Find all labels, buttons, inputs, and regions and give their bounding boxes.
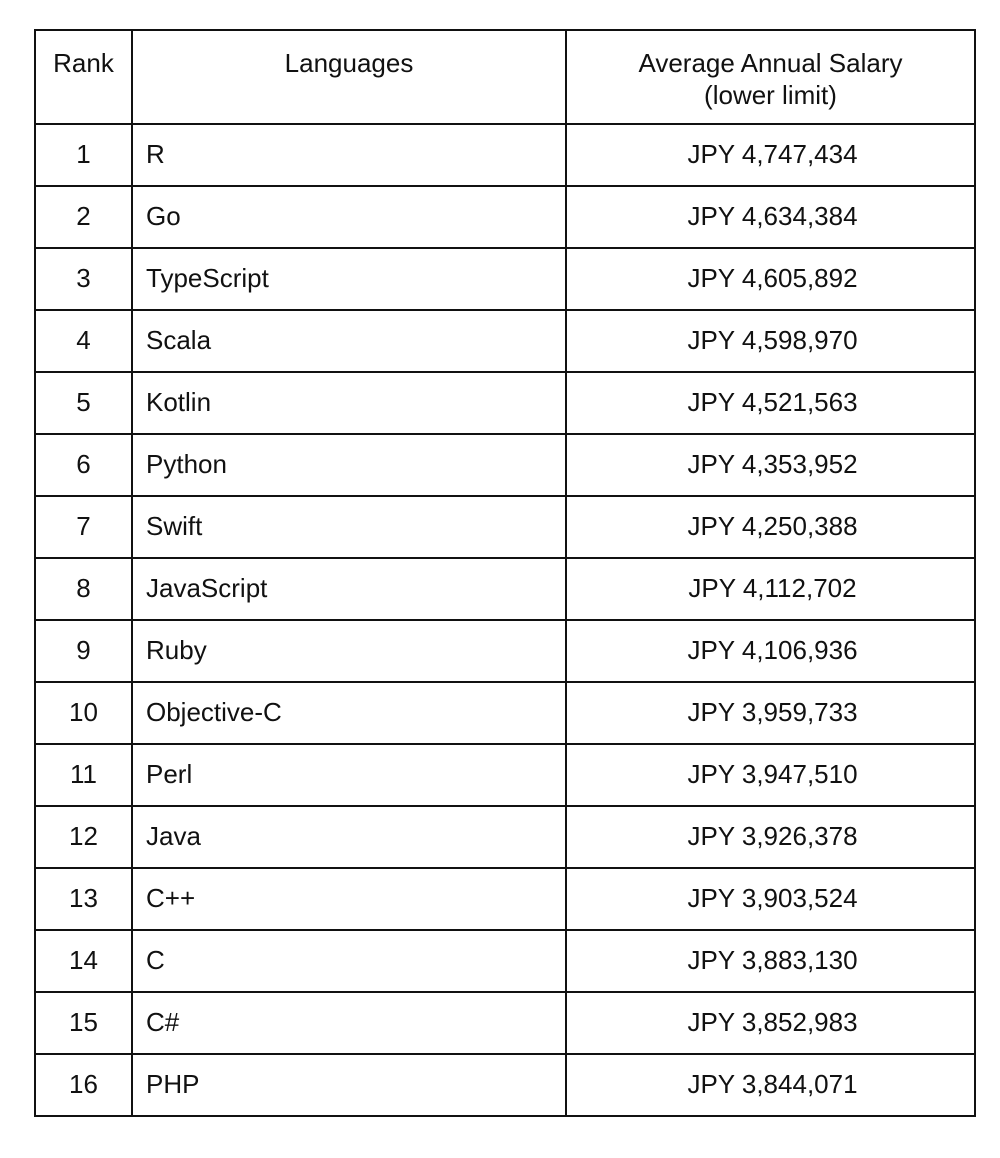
salary-cell: JPY 3,883,130 — [566, 930, 975, 992]
table-row — [35, 496, 975, 558]
salary-cell: JPY 4,747,434 — [566, 124, 975, 186]
rank-cell: 5 — [35, 372, 132, 434]
table-row — [35, 930, 975, 992]
table-row — [35, 682, 975, 744]
table-body — [35, 124, 975, 1116]
rank-cell: 4 — [35, 310, 132, 372]
header-salary-line1: Average Annual Salary — [638, 48, 903, 78]
rank-cell: 9 — [35, 620, 132, 682]
table-row — [35, 558, 975, 620]
header-languages: Languages — [132, 30, 566, 124]
language-cell: Java — [132, 806, 566, 868]
table-row — [35, 992, 975, 1054]
rank-cell: 10 — [35, 682, 132, 744]
language-cell: TypeScript — [132, 248, 566, 310]
rank-cell: 8 — [35, 558, 132, 620]
table-row — [35, 868, 975, 930]
table-row — [35, 310, 975, 372]
salary-cell: JPY 3,947,510 — [566, 744, 975, 806]
table-header — [35, 30, 975, 124]
table-row — [35, 806, 975, 868]
salary-cell: JPY 3,926,378 — [566, 806, 975, 868]
table-row — [35, 248, 975, 310]
language-cell: Perl — [132, 744, 566, 806]
rank-cell: 3 — [35, 248, 132, 310]
rank-cell: 6 — [35, 434, 132, 496]
salary-cell: JPY 4,605,892 — [566, 248, 975, 310]
language-cell: Go — [132, 186, 566, 248]
language-cell: Python — [132, 434, 566, 496]
table-row — [35, 1054, 975, 1116]
language-cell: Kotlin — [132, 372, 566, 434]
salary-ranking-table — [34, 29, 976, 1117]
rank-cell: 7 — [35, 496, 132, 558]
salary-cell: JPY 3,959,733 — [566, 682, 975, 744]
header-row — [35, 30, 975, 124]
language-cell: Ruby — [132, 620, 566, 682]
header-average-annual-salary — [566, 30, 975, 124]
salary-cell: JPY 4,521,563 — [566, 372, 975, 434]
salary-cell: JPY 4,598,970 — [566, 310, 975, 372]
language-cell: R — [132, 124, 566, 186]
language-cell: C++ — [132, 868, 566, 930]
rank-cell: 16 — [35, 1054, 132, 1116]
language-cell: C — [132, 930, 566, 992]
table-row — [35, 372, 975, 434]
rank-cell: 14 — [35, 930, 132, 992]
table-row — [35, 744, 975, 806]
salary-cell: JPY 3,844,071 — [566, 1054, 975, 1116]
rank-cell: 1 — [35, 124, 132, 186]
language-cell: JavaScript — [132, 558, 566, 620]
language-cell: Swift — [132, 496, 566, 558]
language-cell: C# — [132, 992, 566, 1054]
header-salary-line2: (lower limit) — [704, 79, 837, 110]
salary-cell: JPY 3,903,524 — [566, 868, 975, 930]
salary-cell: JPY 4,634,384 — [566, 186, 975, 248]
table-row — [35, 620, 975, 682]
salary-cell: JPY 4,353,952 — [566, 434, 975, 496]
salary-cell: JPY 4,112,702 — [566, 558, 975, 620]
table-row — [35, 124, 975, 186]
header-rank: Rank — [35, 30, 132, 124]
rank-cell: 15 — [35, 992, 132, 1054]
rank-cell: 2 — [35, 186, 132, 248]
table-row — [35, 434, 975, 496]
table-row — [35, 186, 975, 248]
salary-cell: JPY 4,106,936 — [566, 620, 975, 682]
salary-cell: JPY 3,852,983 — [566, 992, 975, 1054]
rank-cell: 13 — [35, 868, 132, 930]
rank-cell: 11 — [35, 744, 132, 806]
language-cell: PHP — [132, 1054, 566, 1116]
language-cell: Objective-C — [132, 682, 566, 744]
rank-cell: 12 — [35, 806, 132, 868]
salary-cell: JPY 4,250,388 — [566, 496, 975, 558]
language-cell: Scala — [132, 310, 566, 372]
